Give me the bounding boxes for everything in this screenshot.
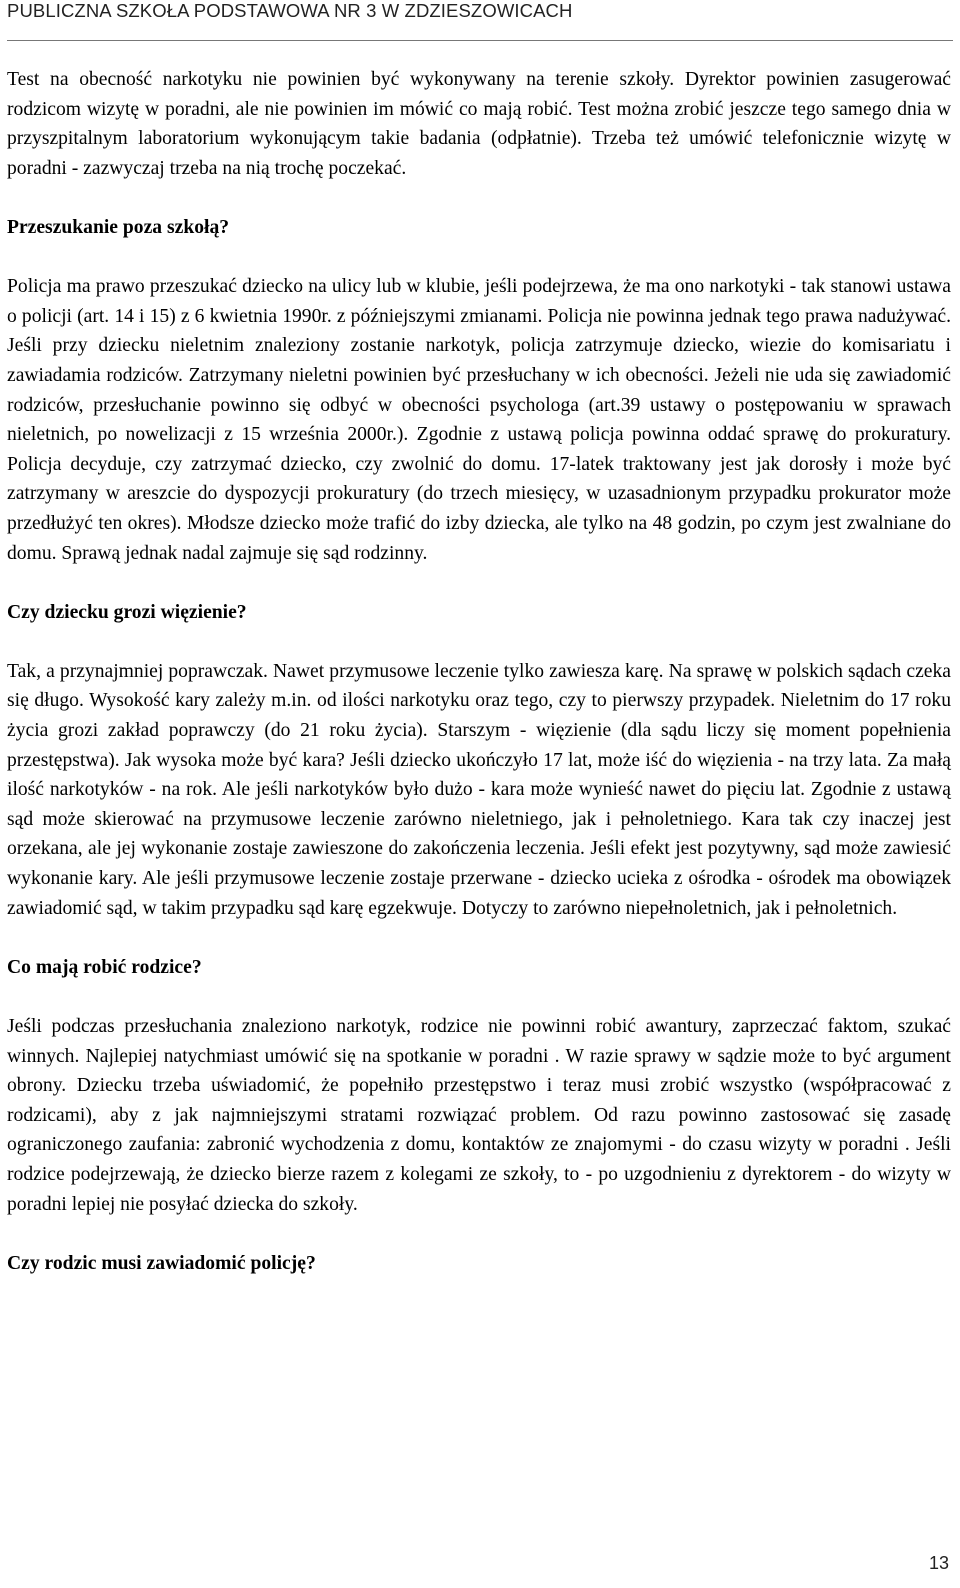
heading-prison-threat: Czy dziecku grozi więzienie? <box>7 601 247 623</box>
page-header <box>7 0 953 41</box>
page-number: 13 <box>928 1553 949 1573</box>
paragraph-prison-threat: Tak, a przynajmniej poprawczak. Nawet przymusowe leczenie tylko zawiesza karę. Na sprawę w polskich sądach czeka się długo. Wysokość kary zależy m.in. od ilości narkotyku oraz tego, czy to pierwszy przypadek. Nieletnim do 17 roku życia grozi zakład poprawczy (do 21 roku życia). Starszym - więzienie (dla sądu liczy się moment popełnienia przestępstwa). Jak wysoka może być kara? Jeśli dziecko ukończyło 17 lat, może iść do więzienia - na trzy lata. Za małą ilość narkotyków - na rok. Ale jeśli narkotyków było dużo - kara może wynieść nawet do pięciu lat. Zgodnie z ustawą sąd może skierować na przymusowe leczenie zarówno nieletniego, jak i pełnoletniego. Kara tak czy inaczej jest orzekana, ale jej wykonanie zostaje zawieszone do zakończenia leczenia. Jeśli efekt jest pozytywny, sąd może zawiesić wykonanie kary. Ale jeśli przymusowe leczenie zostaje przerwane - dziecko ucieka z ośrodka - ośrodek ma obowiązek zawiadomić sąd, w takim przypadku sąd karę egzekwuje. Dotyczy to zarówno niepełnoletnich, jak i pełnoletnich. <box>7 660 951 919</box>
heading-notify-police: Czy rodzic musi zawiadomić policję? <box>7 1252 316 1274</box>
paragraph-parents-actions: Jeśli podczas przesłuchania znaleziono narkotyk, rodzice nie powinni robić awantury, zaprzeczać faktom, szukać winnych. Najlepiej natychmiast umówić się na spotkanie w poradni . W razie sprawy w sądzie może to być argument obrony. Dziecku trzeba uświadomić, że popełniło przestępstwo i teraz musi zrobić wszystko (współpracować z rodzicami), aby z jak najmniejszymi stratami rozwiązać problem. Od razu powinno zastosować się zasadę ograniczonego zaufania: zabronić wychodzenia z domu, kontaktów ze znajomymi - do czasu wizyty w poradni . Jeśli rodzice podejrzewają, że dziecko bierze razem z kolegami ze szkoły, to - po uzgodnieniu z dyrektorem - do wizyty w poradni lepiej nie posyłać dziecka do szkoły. <box>7 1016 951 1215</box>
heading-parents-actions: Co mają robić rodzice? <box>7 956 202 978</box>
paragraph-police-search: Policja ma prawo przeszukać dziecko na ulicy lub w klubie, jeśli podejrzewa, że ma ono narkotyki - tak stanowi ustawa o policji (art. 14 i 15) z 6 kwietnia 1990r. z późniejszymi zmianami. Policja nie powinna jednak tego prawa nadużywać. Jeśli przy dziecku nieletnim znaleziony zostanie narkotyk, policja zatrzymuje dziecko, wiezie do komisariatu i zawiadamia rodziców. Zatrzymany nieletni powinien być przesłuchany w ich obecności. Jeżeli nie uda się zawiadomić rodziców, przesłuchanie powinno się odbyć w obecności psychologa (art.39 ustawy o postępowaniu w sprawach nieletnich, po nowelizacji z 15 września 2000r.). Zgodnie z ustawą policja powinna oddać sprawę do prokuratury. Policja decyduje, czy zatrzymać dziecko, czy zwolnić do domu. 17-latek traktowany jest jak dorosły i może być zatrzymany w areszcie do dyspozycji prokuratury (do trzech miesięcy, w uzasadnionym przypadku prokurator może przedłużyć ten okres). Młodsze dziecko może trafić do izby dziecka, ale tylko na 48 godzin, po czym jest zwalniane do domu. Sprawą jednak nadal zajmuje się sąd rodzinny. <box>7 276 951 564</box>
heading-search-outside-school: Przeszukanie poza szkołą? <box>7 216 230 238</box>
header-title: PUBLICZNA SZKOŁA PODSTAWOWA NR 3 W ZDZIESZOWICACH <box>7 0 573 21</box>
paragraph-test-info: Test na obecność narkotyku nie powinien być wykonywany na terenie szkoły. Dyrektor powinien zasugerować rodzicom wizytę w poradni, ale nie powinien im mówić co mają robić. Test można zrobić jeszcze tego samego dnia w przyszpitalnym laboratorium wykonującym takie badania (odpłatnie). Trzeba też umówić telefonicznie wizytę w poradni - zazwyczaj trzeba na nią trochę poczekać. <box>7 69 951 179</box>
document-body <box>7 65 951 1278</box>
